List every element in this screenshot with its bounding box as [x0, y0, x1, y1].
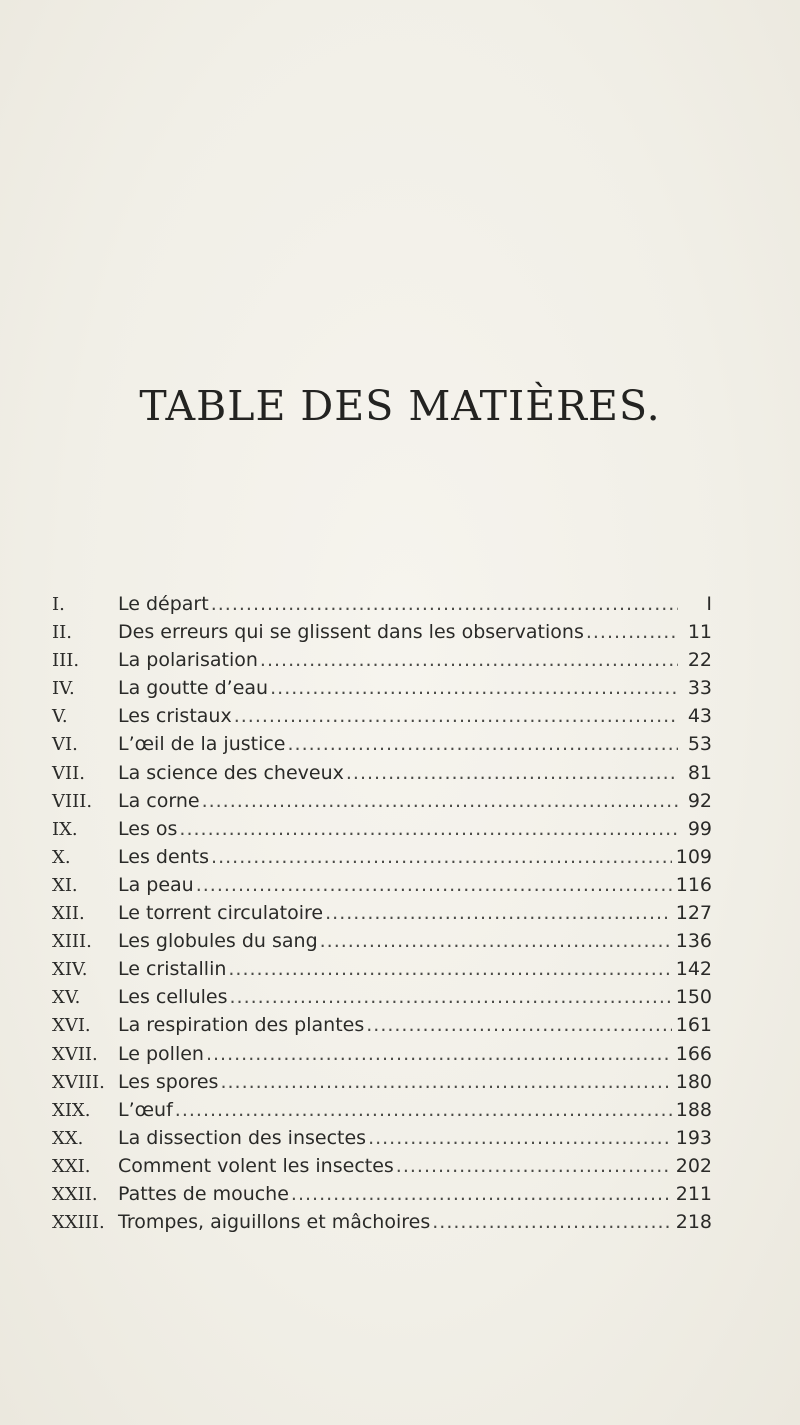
page-number: 218	[675, 1211, 712, 1234]
dot-leader	[260, 646, 678, 674]
chapter-number: XIX.	[52, 1099, 91, 1121]
chapter-number: XIII.	[52, 931, 92, 953]
chapter-title: Pattes de mouche	[118, 1182, 289, 1205]
chapter-number: XXII.	[52, 1183, 98, 1205]
page-number: 109	[675, 845, 712, 868]
toc-entry	[52, 590, 712, 618]
page-number: 81	[687, 761, 712, 784]
chapter-title: Les os	[118, 817, 178, 840]
chapter-number: II.	[52, 622, 72, 644]
chapter-number: IX.	[52, 818, 78, 840]
toc-entry	[52, 1011, 712, 1039]
chapter-title: La corne	[118, 789, 200, 812]
chapter-number: IV.	[52, 678, 75, 700]
chapter-number: VIII.	[52, 790, 93, 812]
chapter-title: L’œil de la justice	[118, 733, 286, 756]
page-number: 127	[675, 902, 712, 925]
chapter-title: Le torrent circulatoire	[118, 902, 324, 925]
chapter-title: Les dents	[118, 845, 210, 868]
dot-leader	[220, 1068, 671, 1096]
chapter-title: Les cristaux	[118, 705, 232, 728]
toc-entry	[52, 871, 712, 899]
page-number: 33	[687, 677, 712, 700]
toc-entry	[52, 618, 712, 646]
dot-leader	[228, 955, 671, 983]
toc-entry	[52, 787, 712, 815]
page-number: 211	[675, 1182, 712, 1205]
dot-leader	[368, 1124, 672, 1152]
chapter-number: III.	[52, 650, 80, 672]
dot-leader	[366, 1011, 672, 1039]
dot-leader	[325, 899, 672, 927]
dot-leader	[196, 871, 672, 899]
dot-leader	[291, 1180, 672, 1208]
page-number: 43	[687, 705, 712, 728]
page-number: 180	[675, 1070, 712, 1093]
dot-leader	[432, 1208, 671, 1236]
dot-leader	[320, 927, 672, 955]
dot-leader	[211, 590, 678, 618]
page-number: 11	[687, 621, 712, 644]
toc-entry	[52, 730, 712, 758]
page-number: 150	[675, 986, 712, 1009]
dot-leader	[346, 759, 678, 787]
chapter-number: VII.	[52, 762, 85, 784]
toc-entry	[52, 646, 712, 674]
toc-entry	[52, 843, 712, 871]
page-number: I	[706, 593, 712, 615]
chapter-title: Trompes, aiguillons et mâchoires	[118, 1211, 431, 1234]
page-number: 202	[675, 1154, 712, 1177]
chapter-number: XV.	[52, 987, 81, 1009]
page-number: 22	[687, 649, 712, 672]
chapter-number: I.	[52, 594, 65, 615]
dot-leader	[229, 983, 671, 1011]
page-number: 161	[675, 1014, 712, 1037]
chapter-title: Des erreurs qui se glissent dans les observations	[118, 621, 584, 644]
toc-entry	[52, 1096, 712, 1124]
chapter-title: Les spores	[118, 1070, 219, 1093]
toc-entry	[52, 899, 712, 927]
chapter-number: XIV.	[52, 959, 88, 981]
toc-entry	[52, 983, 712, 1011]
chapter-title: La peau	[118, 873, 194, 896]
dot-leader	[234, 702, 678, 730]
toc-entry	[52, 1208, 712, 1236]
toc-entry	[52, 1040, 712, 1068]
page-number: 166	[675, 1042, 712, 1065]
toc-entry	[52, 1152, 712, 1180]
chapter-number: XVIII.	[52, 1071, 105, 1093]
chapter-title: Le pollen	[118, 1042, 204, 1065]
chapter-number: XXI.	[52, 1155, 91, 1177]
dot-leader	[206, 1040, 672, 1068]
page-number: 193	[675, 1126, 712, 1149]
toc-entry	[52, 1180, 712, 1208]
chapter-title: La respiration des plantes	[118, 1014, 365, 1037]
chapter-number: XXIII.	[52, 1212, 105, 1234]
chapter-number: XVII.	[52, 1043, 98, 1065]
chapter-number: VI.	[52, 734, 78, 756]
chapter-number: XVI.	[52, 1015, 91, 1037]
dot-leader	[270, 674, 678, 702]
chapter-title: L’œuf	[118, 1098, 173, 1121]
chapter-title: La science des cheveux	[118, 761, 344, 784]
chapter-number: V.	[52, 706, 68, 728]
dot-leader	[211, 843, 672, 871]
toc-entry	[52, 955, 712, 983]
chapter-title: La polarisation	[118, 649, 258, 672]
chapter-title: Les cellules	[118, 986, 228, 1009]
dot-leader	[586, 618, 678, 646]
chapter-title: La dissection des insectes	[118, 1126, 367, 1149]
page-number: 142	[675, 958, 712, 981]
chapter-number: XX.	[52, 1127, 84, 1149]
page-number: 92	[687, 789, 712, 812]
chapter-number: XII.	[52, 903, 85, 925]
chapter-title: Le départ	[118, 593, 209, 615]
chapter-number: XI.	[52, 874, 78, 896]
toc-entry	[52, 1068, 712, 1096]
chapter-title: Le cristallin	[118, 958, 227, 981]
page-number: 99	[687, 817, 712, 840]
chapter-title: Comment volent les insectes	[118, 1154, 394, 1177]
toc-entry	[52, 927, 712, 955]
page-number: 136	[675, 930, 712, 953]
table-of-contents	[52, 590, 712, 1236]
dot-leader	[175, 1096, 672, 1124]
dot-leader	[396, 1152, 672, 1180]
toc-entry	[52, 702, 712, 730]
page-number: 116	[675, 873, 712, 896]
chapter-title: Les globules du sang	[118, 930, 318, 953]
page-title: TABLE DES MATIÈRES.	[139, 382, 661, 430]
chapter-title: La goutte d’eau	[118, 677, 269, 700]
chapter-number: X.	[52, 846, 71, 868]
toc-entry	[52, 674, 712, 702]
toc-entry	[52, 759, 712, 787]
dot-leader	[288, 730, 679, 758]
toc-entry	[52, 815, 712, 843]
dot-leader	[202, 787, 678, 815]
page-number: 53	[687, 733, 712, 756]
dot-leader	[179, 815, 678, 843]
toc-entry	[52, 1124, 712, 1152]
page-number: 188	[675, 1098, 712, 1121]
